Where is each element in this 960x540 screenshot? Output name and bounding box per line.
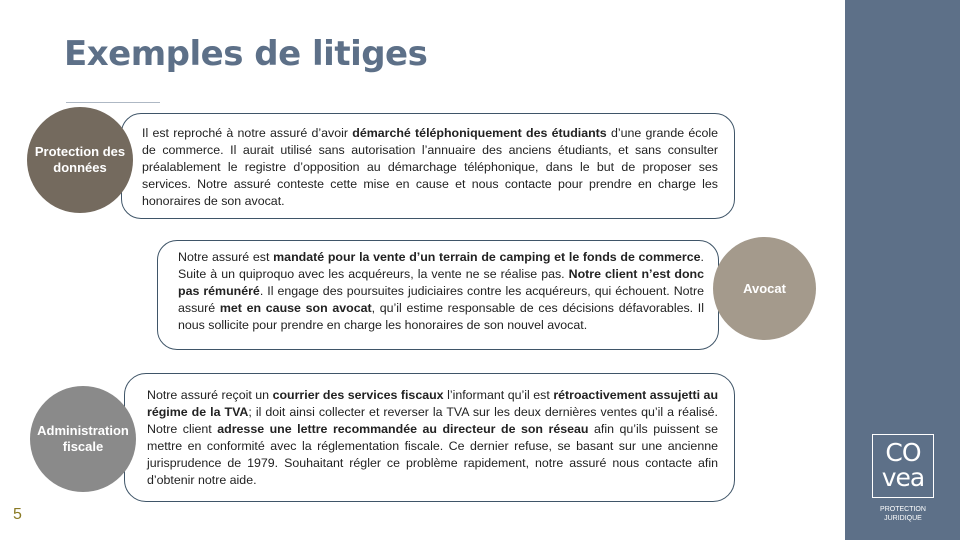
logo-text-vea: vea — [881, 463, 925, 492]
body-text: . Suite à un quiproquo avec les acquéreurs, la vente ne se réalise pas. — [178, 250, 704, 281]
title-underline — [66, 102, 160, 103]
body-text: , qu’il estime responsable de ces décisions défavorables. Il nous sollicite pour prendre en charge les honoraires de son nouvel avocat. — [178, 301, 704, 332]
highlighted-text: démarché téléphoniquement des étudiants — [352, 126, 607, 140]
highlighted-text: adresse une lettre recommandée au directeur de son réseau — [217, 422, 589, 436]
logo-subtitle: PROTECTION JURIDIQUE — [880, 506, 926, 522]
body-text: Il est reproché à notre assuré d’avoir — [142, 126, 353, 140]
slide-title: Exemples de litiges — [64, 34, 428, 74]
highlighted-text: courrier des services fiscaux — [272, 388, 444, 402]
body-text: Notre assuré est — [178, 250, 274, 264]
page-number: 5 — [13, 506, 22, 523]
body-text: d’une grande école de commerce. Il aurait utilisé sans autorisation l’annuaire des anciens étudiants, et sans consulter préalablement le registre d’opposition au démarchage téléphonique, dans le but de proposer ses services. Notre assuré conteste cette mise en cause et nous contacte pour prendre en charge les honoraires de son avocat. — [142, 126, 718, 208]
case-avocat-label: Avocat — [713, 237, 816, 340]
case-administration-fiscale-label: Administration fiscale — [30, 386, 136, 492]
body-text: afin qu’ils puissent se mettre en conformité avec la réglementation fiscale. Ce dernier refuse, se basant sur une ancienne jurisprudence de 1979. Souhaitant régler ce problème rapidement, notre assuré nous contacte afin d’obtenir notre aide. — [147, 422, 718, 487]
highlighted-text: met en cause son avocat — [219, 301, 372, 315]
body-text: ; il doit ainsi collecter et reverser la TVA sur les deux dernières ventes qu’il a réalisé. Notre client — [147, 405, 718, 436]
highlighted-text: mandaté pour la vente d’un terrain de camping et le fonds de commerce — [273, 250, 701, 264]
body-text: . Il engage des poursuites judiciaires contre les acquéreurs, qui échouent. Notre assuré — [178, 284, 705, 315]
covea-logo — [872, 434, 934, 498]
logo-text-co: CO — [885, 438, 921, 467]
highlighted-text: Notre client n’est donc pas rémunéré — [178, 267, 704, 298]
case-avocat-description — [157, 240, 719, 350]
case-administration-fiscale-description — [124, 373, 735, 502]
body-text: Notre assuré reçoit un — [147, 388, 273, 402]
highlighted-text: rétroactivement assujetti au régime de la TVA — [147, 388, 719, 419]
body-text: l’informant qu’il est — [443, 388, 554, 402]
case-protection-donnees-description — [121, 113, 735, 219]
case-protection-donnees-label: Protection des données — [27, 107, 133, 213]
